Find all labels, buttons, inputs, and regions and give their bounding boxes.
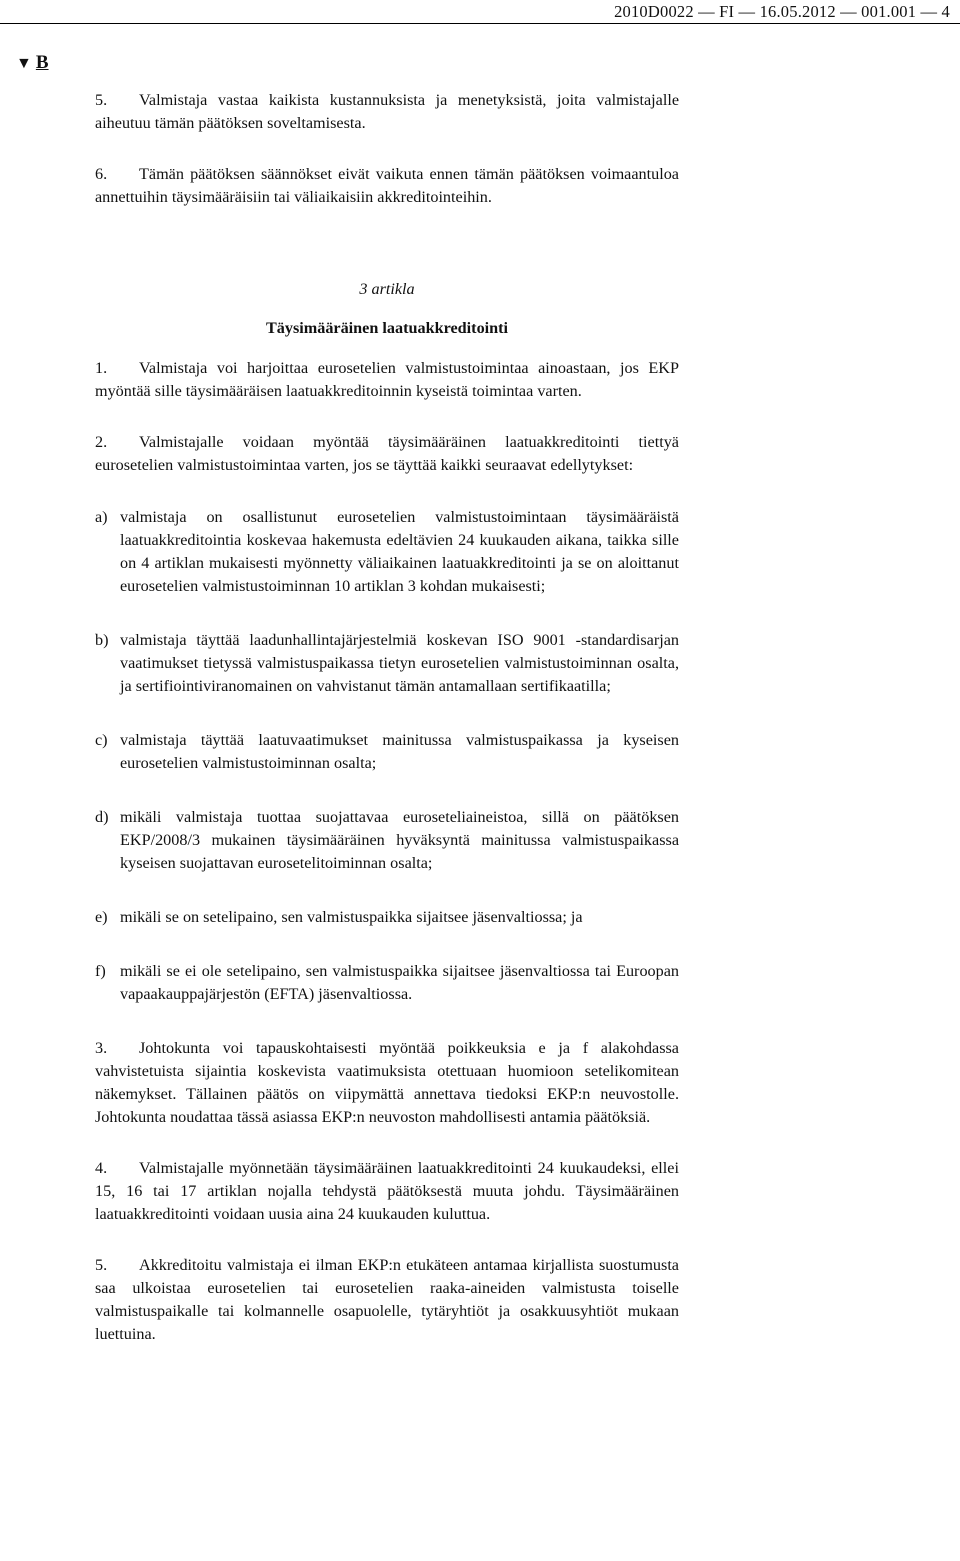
article-title: Täysimääräinen laatuakkreditointi bbox=[265, 319, 509, 337]
paragraph-5 bbox=[95, 89, 679, 135]
paragraph-text: Tämän päätöksen säännökset eivät vaikuta ennen tämän päätöksen voimaantuloa annettuihin täysimääräisiin tai väliaikaisiin akkreditointeihin. bbox=[95, 165, 679, 206]
list-text: valmistaja täyttää laatuvaatimukset mainitussa valmistuspaikassa ja kyseisen eurosetelien valmistustoiminnan osalta; bbox=[120, 731, 679, 772]
list-item-d bbox=[95, 806, 679, 875]
paragraph-number: 5. bbox=[95, 91, 108, 109]
article-paragraph-3 bbox=[95, 1037, 679, 1129]
list-label: a) bbox=[95, 508, 108, 526]
list-text: valmistaja täyttää laadunhallintajärjestelmiä koskevan ISO 9001 -standardisarjan vaatimukset tietyssä valmistuspaikassa tietyn eurosetelien valmistustoiminnan osalta, ja sertifiointiviranomainen on vahvistanut tämän antamallaan sertifikaatilla; bbox=[120, 631, 679, 695]
list-label: b) bbox=[95, 631, 109, 649]
article-paragraph-1 bbox=[95, 357, 679, 403]
list-text: mikäli se ei ole setelipaino, sen valmistuspaikka sijaitsee jäsenvaltiossa tai Euroopan vapaakauppajärjestön (EFTA) jäsenvaltiossa. bbox=[120, 962, 679, 1003]
list-item-e bbox=[95, 906, 679, 929]
article-paragraph-2 bbox=[95, 431, 679, 477]
paragraph-6 bbox=[95, 163, 679, 209]
paragraph-number: 4. bbox=[95, 1159, 108, 1177]
article-paragraph-5 bbox=[95, 1254, 679, 1346]
list-item-c bbox=[95, 729, 679, 775]
list-item-f bbox=[95, 960, 679, 1006]
paragraph-text: Akkreditoitu valmistaja ei ilman EKP:n etukäteen antamaa kirjallista suostumusta saa ulkoistaa eurosetelien tai eurosetelien raaka-aineiden valmistusta toiselle valmistuspaikalle tai kolmannelle osapuolelle, tytäryhtiöt ja osakkuusyhtiöt mukaan luettuina. bbox=[95, 1256, 679, 1343]
paragraph-text: Valmistajalle voidaan myöntää täysimääräinen laatuakkreditointi tiettyä eurosetelien valmistustoimintaa varten, jos se täyttää kaikki seuraavat edellytykset: bbox=[95, 433, 679, 474]
list-label: e) bbox=[95, 908, 108, 926]
list-label: c) bbox=[95, 731, 108, 749]
triangle-down-icon: ▼ bbox=[16, 55, 32, 72]
list-label: f) bbox=[95, 962, 106, 980]
list-text: mikäli valmistaja tuottaa suojattavaa euroseteliaineistoa, sillä on päätöksen EKP/2008/3 mukainen täysimääräinen hyväksyntä mainitussa valmistuspaikassa kyseisen suojattavan eurosetelitoiminnan osalta; bbox=[120, 808, 679, 872]
article-paragraph-4 bbox=[95, 1157, 679, 1226]
list-label: d) bbox=[95, 808, 109, 826]
list-item-b bbox=[95, 629, 679, 698]
article-number: 3 artikla bbox=[359, 280, 415, 298]
marker-letter: B bbox=[35, 52, 49, 73]
amendment-marker bbox=[16, 52, 49, 74]
paragraph-number: 1. bbox=[95, 359, 108, 377]
paragraph-text: Valmistaja vastaa kaikista kustannuksista ja menetyksistä, joita valmistajalle aiheutuu tämän päätöksen soveltamisesta. bbox=[95, 91, 679, 132]
document-body bbox=[95, 89, 679, 1374]
paragraph-number: 3. bbox=[95, 1039, 108, 1057]
paragraph-text: Valmistaja voi harjoittaa eurosetelien valmistustoimintaa ainoastaan, jos EKP myöntää sille täysimääräisen laatuakkreditoinnin kyseistä toimintaa varten. bbox=[95, 359, 679, 400]
list-text: mikäli se on setelipaino, sen valmistuspaikka sijaitsee jäsenvaltiossa; ja bbox=[120, 908, 583, 926]
paragraph-number: 2. bbox=[95, 433, 108, 451]
paragraph-text: Johtokunta voi tapauskohtaisesti myöntää poikkeuksia e ja f alakohdassa vahvistetuista sijaintia koskevista vaatimuksista otettuaan huomioon setelikomitean näkemykset. Tällainen päätös on viipymättä annettava tiedoksi EKP:n neuvostolle. Johtokunta noudattaa tässä asiassa EKP:n neuvoston mahdollisesti antamia päätöksiä. bbox=[95, 1039, 679, 1126]
paragraph-text: Valmistajalle myönnetään täysimääräinen laatuakkreditointi 24 kuukaudeksi, ellei 15, 16 tai 17 artiklan nojalla tehdystä päätöksestä muuta johdu. Täysimääräinen laatuakkreditointi voidaan uusia aina 24 kuukauden kuluttua. bbox=[95, 1159, 679, 1223]
paragraph-number: 6. bbox=[95, 165, 108, 183]
list-text: valmistaja on osallistunut eurosetelien valmistustoimintaan täysimääräistä laatuakkreditointia koskevaa hakemusta edeltävien 24 kuukauden aikana, taikka sille on 4 artiklan mukaisesti myönnetty väliaikainen laatuakkreditointi ja se on aloittanut eurosetelien valmistustoiminnan 10 artiklan 3 kohdan mukaisesti; bbox=[120, 508, 679, 595]
page-header bbox=[0, 0, 960, 24]
paragraph-number: 5. bbox=[95, 1256, 108, 1274]
document-reference: 2010D0022 — FI — 16.05.2012 — 001.001 — 4 bbox=[614, 2, 950, 21]
list-item-a bbox=[95, 506, 679, 598]
